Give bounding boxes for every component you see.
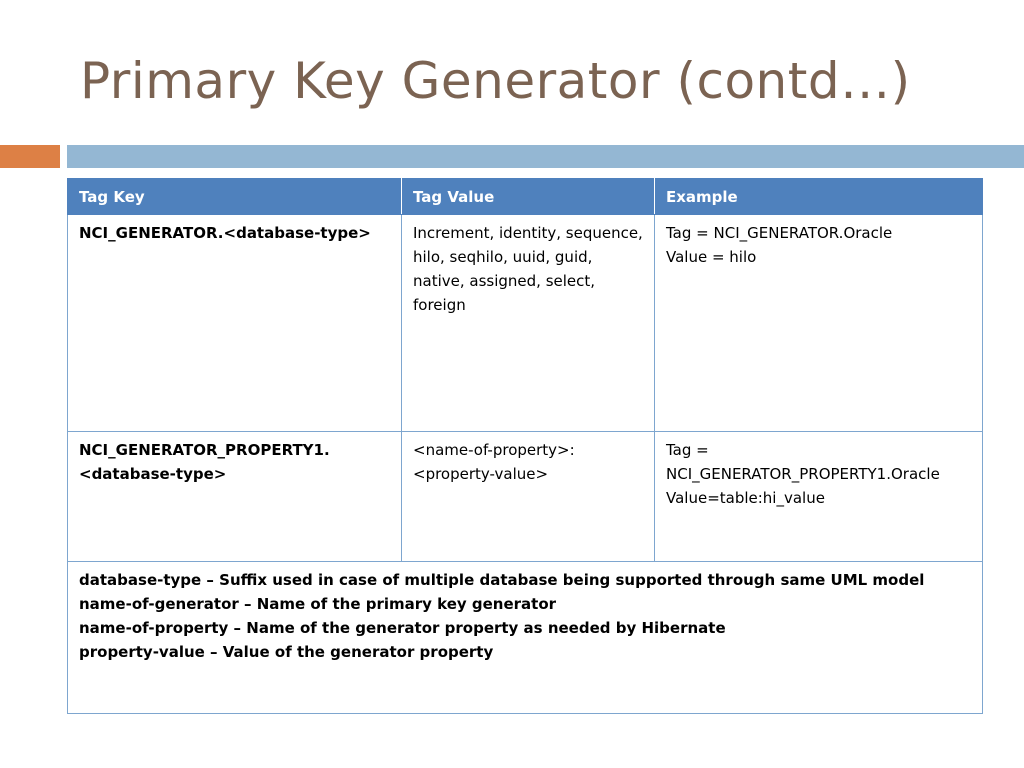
header-tag-key: Tag Key <box>68 179 402 215</box>
accent-bar-blue <box>67 145 1024 168</box>
slide-title: Primary Key Generator (contd…) <box>80 52 911 110</box>
tag-key-cell: NCI_GENERATOR_PROPERTY1.<database-type> <box>68 432 402 562</box>
tag-value-cell: <name-of-property>: <property-value> <box>402 432 655 562</box>
header-tag-value: Tag Value <box>402 179 655 215</box>
example-line: Value=table:hi_value <box>666 489 825 507</box>
example-cell <box>655 215 983 432</box>
note-line: name-of-generator – Name of the primary key generator <box>79 595 557 613</box>
accent-bar-orange <box>0 145 60 168</box>
tag-value-cell: Increment, identity, sequence, hilo, seqhilo, uuid, guid, native, assigned, select, foreign <box>402 215 655 432</box>
example-line: Tag = NCI_GENERATOR_PROPERTY1.Oracle <box>666 441 940 483</box>
notes-cell <box>68 562 983 714</box>
table-header-row <box>68 179 983 215</box>
example-cell <box>655 432 983 562</box>
note-line: name-of-property – Name of the generator property as needed by Hibernate <box>79 619 726 637</box>
table-row <box>68 215 983 432</box>
tag-table <box>67 178 983 714</box>
note-line: property-value – Value of the generator property <box>79 643 494 661</box>
example-line: Value = hilo <box>666 248 757 266</box>
header-example: Example <box>655 179 983 215</box>
example-line: Tag = NCI_GENERATOR.Oracle <box>666 224 893 242</box>
table-row <box>68 432 983 562</box>
note-line: database-type – Suffix used in case of multiple database being supported through same UML model <box>79 571 925 589</box>
tag-key-cell: NCI_GENERATOR.<database-type> <box>68 215 402 432</box>
table-notes-row <box>68 562 983 714</box>
